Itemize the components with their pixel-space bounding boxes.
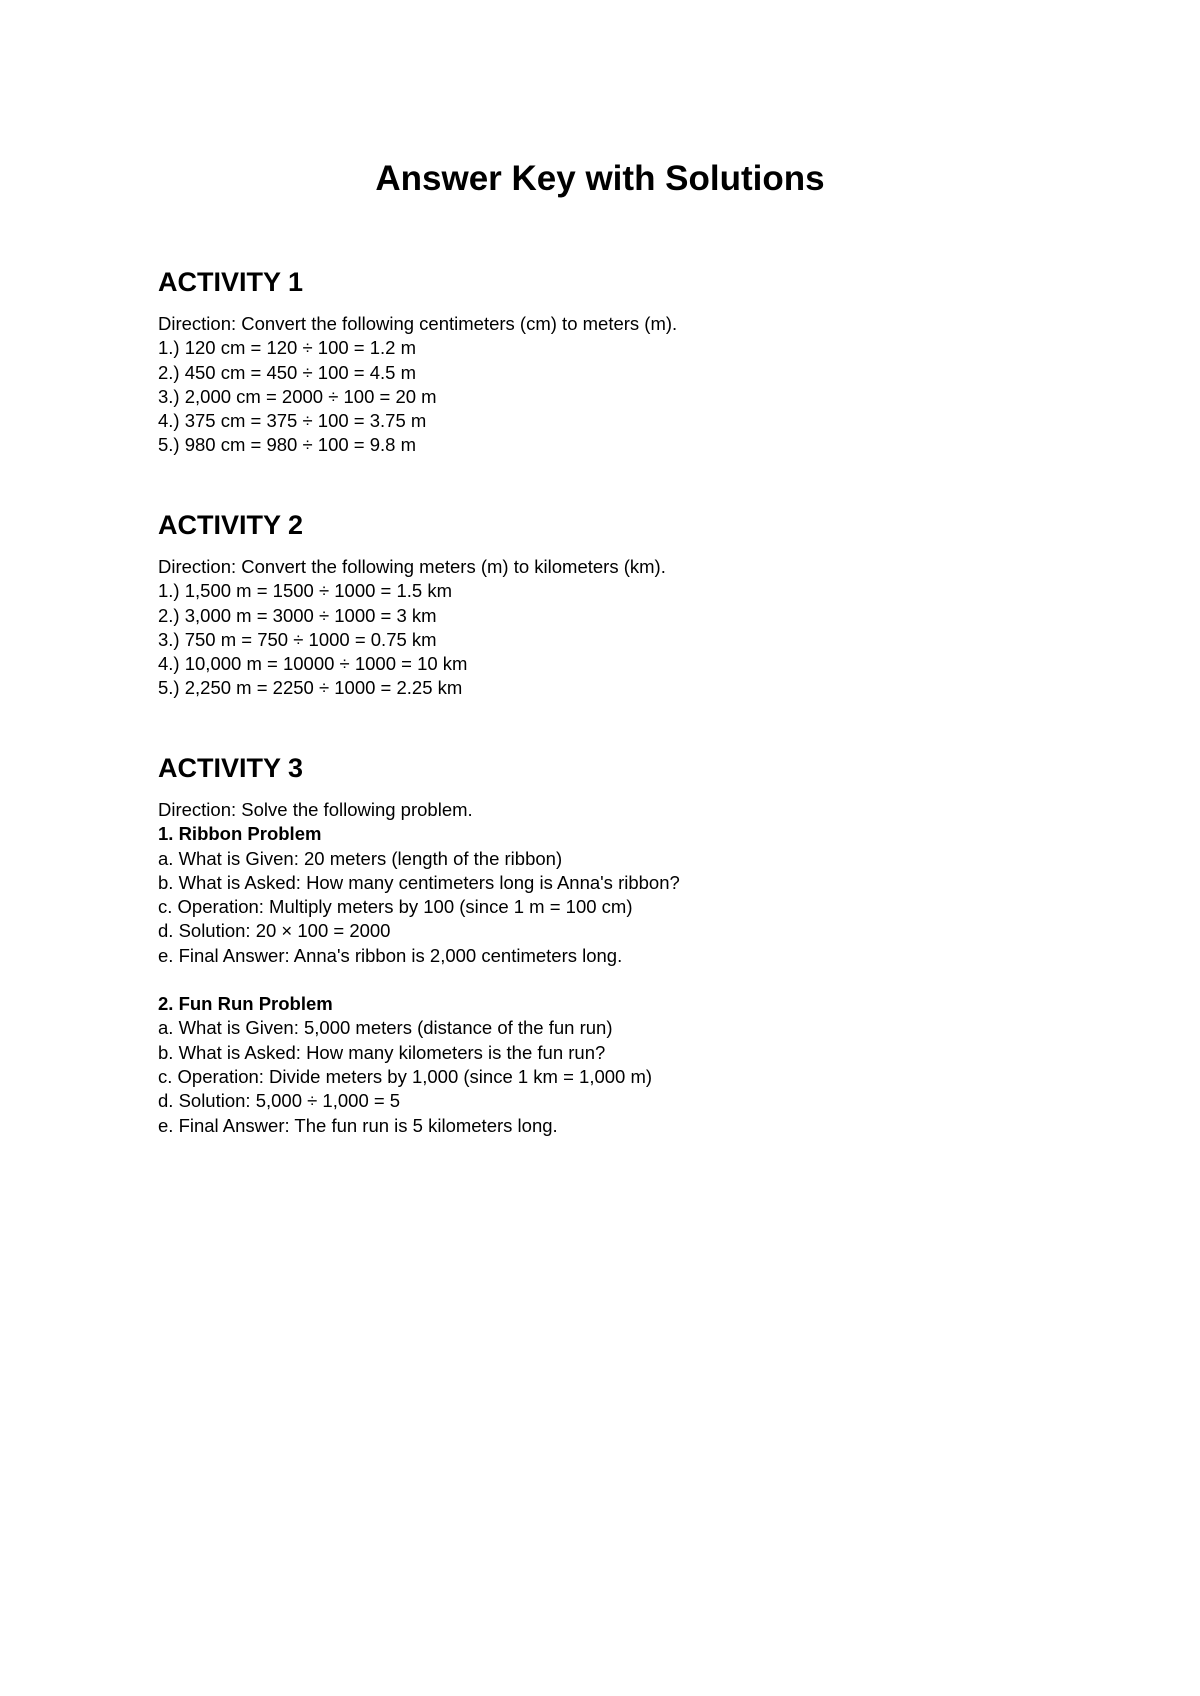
activity-2-item: 2.) 3,000 m = 3000 ÷ 1000 = 3 km (158, 604, 437, 626)
ribbon-problem-line: b. What is Asked: How many centimeters long is Anna's ribbon? (158, 871, 680, 893)
activity-3-heading: ACTIVITY 3 (158, 753, 304, 783)
activity-2-heading: ACTIVITY 2 (158, 510, 304, 540)
activity-1-direction: Direction: Convert the following centimeters (cm) to meters (m). (158, 313, 678, 334)
fun-run-problem-line: d. Solution: 5,000 ÷ 1,000 = 5 (158, 1090, 401, 1112)
fun-run-problem-line: a. What is Given: 5,000 meters (distance of the fun run) (158, 1017, 613, 1039)
page-title: Answer Key with Solutions (375, 159, 825, 198)
activity-2-item: 4.) 10,000 m = 10000 ÷ 1000 = 10 km (158, 653, 468, 675)
activity-1-item: 1.) 120 cm = 120 ÷ 100 = 1.2 m (158, 337, 416, 359)
fun-run-problem-line: b. What is Asked: How many kilometers is the fun run? (158, 1041, 606, 1063)
activity-1-item: 2.) 450 cm = 450 ÷ 100 = 4.5 m (158, 361, 416, 383)
activity-3-section (158, 752, 1058, 1138)
ribbon-problem-title: 1. Ribbon Problem (158, 823, 322, 845)
fun-run-problem-line: c. Operation: Divide meters by 1,000 (since 1 km = 1,000 m) (158, 1065, 653, 1087)
ribbon-problem-line: c. Operation: Multiply meters by 100 (since 1 m = 100 cm) (158, 896, 633, 918)
activity-2-direction: Direction: Convert the following meters (m) to kilometers (km). (158, 556, 666, 577)
problem-spacer (158, 968, 1058, 992)
fun-run-problem-title: 2. Fun Run Problem (158, 993, 333, 1015)
activity-2-item: 1.) 1,500 m = 1500 ÷ 1000 = 1.5 km (158, 580, 453, 602)
fun-run-problem-line: e. Final Answer: The fun run is 5 kilometers long. (158, 1114, 558, 1136)
activity-1-item: 5.) 980 cm = 980 ÷ 100 = 9.8 m (158, 434, 416, 456)
activity-2-item: 5.) 2,250 m = 2250 ÷ 1000 = 2.25 km (158, 677, 463, 699)
activity-2-item: 3.) 750 m = 750 ÷ 1000 = 0.75 km (158, 628, 437, 650)
ribbon-problem-line: d. Solution: 20 × 100 = 2000 (158, 920, 391, 942)
activity-1-section (158, 266, 1058, 458)
activity-2-section (158, 509, 1058, 701)
activity-1-heading: ACTIVITY 1 (158, 267, 304, 297)
activity-3-direction: Direction: Solve the following problem. (158, 799, 473, 820)
activity-1-item: 3.) 2,000 cm = 2000 ÷ 100 = 20 m (158, 385, 437, 407)
ribbon-problem-line: a. What is Given: 20 meters (length of the ribbon) (158, 847, 563, 869)
activity-1-item: 4.) 375 cm = 375 ÷ 100 = 3.75 m (158, 410, 427, 432)
ribbon-problem-line: e. Final Answer: Anna's ribbon is 2,000 centimeters long. (158, 944, 623, 966)
